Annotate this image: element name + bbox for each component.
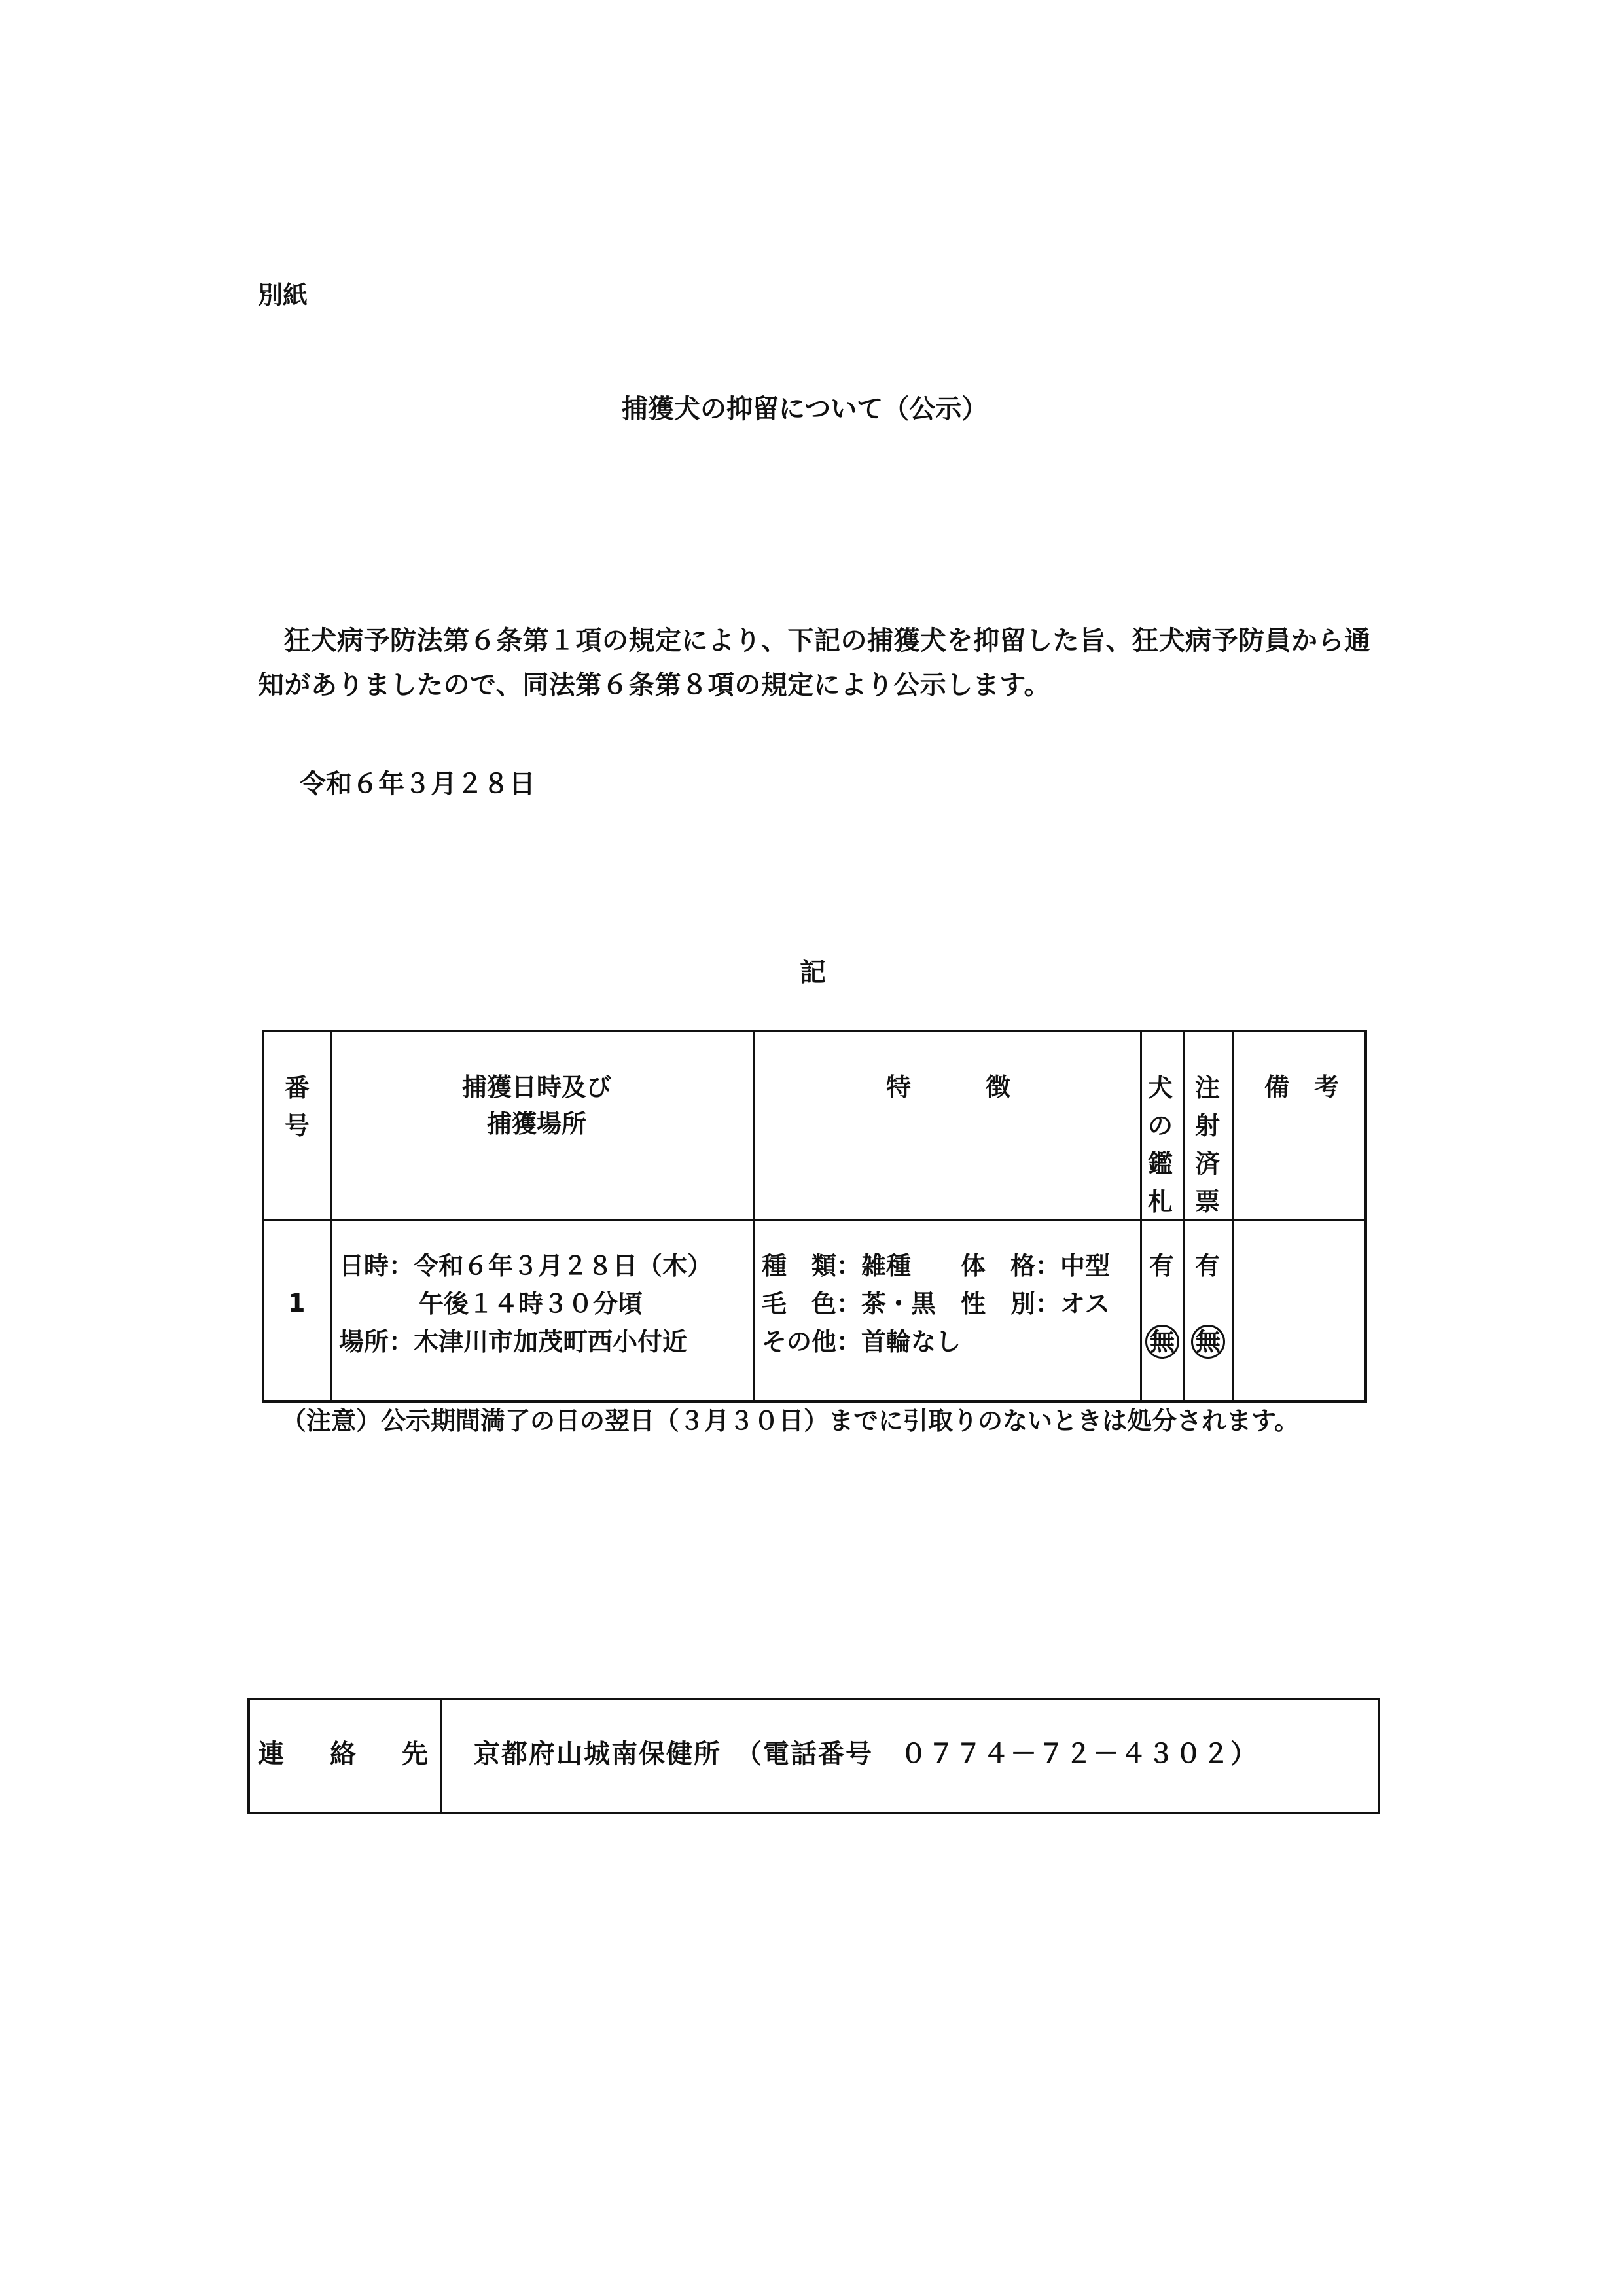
contact-value: 京都府山城南保健所 （電話番号 ０７７４－７２－４３０２） [474,1739,1258,1769]
row-number: 1 [288,1289,306,1318]
feature-breed-size: 種 類：雑種 体 格：中型 [762,1251,1111,1280]
dog-tag-no: 無 [1145,1325,1179,1359]
vaccination-no-circled [1195,1323,1225,1361]
dog-tag-no-circled [1149,1323,1179,1361]
contact-label: 連絡先 [258,1739,474,1769]
capture-record-table [262,1030,1367,1403]
document-title: 捕獲犬の抑留について（公示） [622,394,988,424]
header-number: 番号 [284,1073,310,1140]
contact-table [247,1698,1380,1814]
notice-note: （注意）公示期間満了の日の翌日（３月３０日）までに引取りのないときは処分されます。 [281,1407,1299,1435]
body-paragraph: 狂犬病予防法第６条第１項の規定により、下記の捕獲犬を抑留した旨、狂犬病予防員から通知がありましたので、同法第６条第８項の規定により公示します。 [258,626,1371,700]
column-divider [1140,1032,1142,1400]
column-divider [1232,1032,1234,1400]
record-heading: 記 [800,958,826,988]
dog-tag-yes: 有 [1149,1251,1175,1280]
header-features: 特 徴 [885,1073,1010,1102]
header-remarks: 備 考 [1264,1073,1339,1102]
header-dog-tag: 犬の鑑札 [1147,1073,1173,1216]
header-vaccination-tag: 注射済票 [1194,1073,1220,1216]
column-divider [330,1032,332,1400]
capture-place: 場所：木津川市加茂町西小付近 [339,1327,688,1356]
vaccination-no: 無 [1191,1325,1225,1359]
feature-other: その他：首輪なし [762,1327,961,1356]
feature-color-sex: 毛 色：茶・黒 性 別：オス [762,1289,1110,1318]
capture-time: 午後１４時３０分頃 [419,1289,643,1318]
document-date: 令和６年３月２８日 [300,769,535,799]
header-capture-datetime-line1: 捕獲日時及び [461,1073,611,1102]
header-capture-place-line2: 捕獲場所 [486,1109,586,1138]
column-divider [753,1032,755,1400]
column-divider [1183,1032,1185,1400]
header-capture-datetime-place [425,1069,648,1142]
capture-datetime: 日時：令和６年３月２８日（木） [339,1251,713,1280]
attachment-label: 別紙 [258,281,308,310]
vaccination-yes: 有 [1195,1251,1221,1280]
